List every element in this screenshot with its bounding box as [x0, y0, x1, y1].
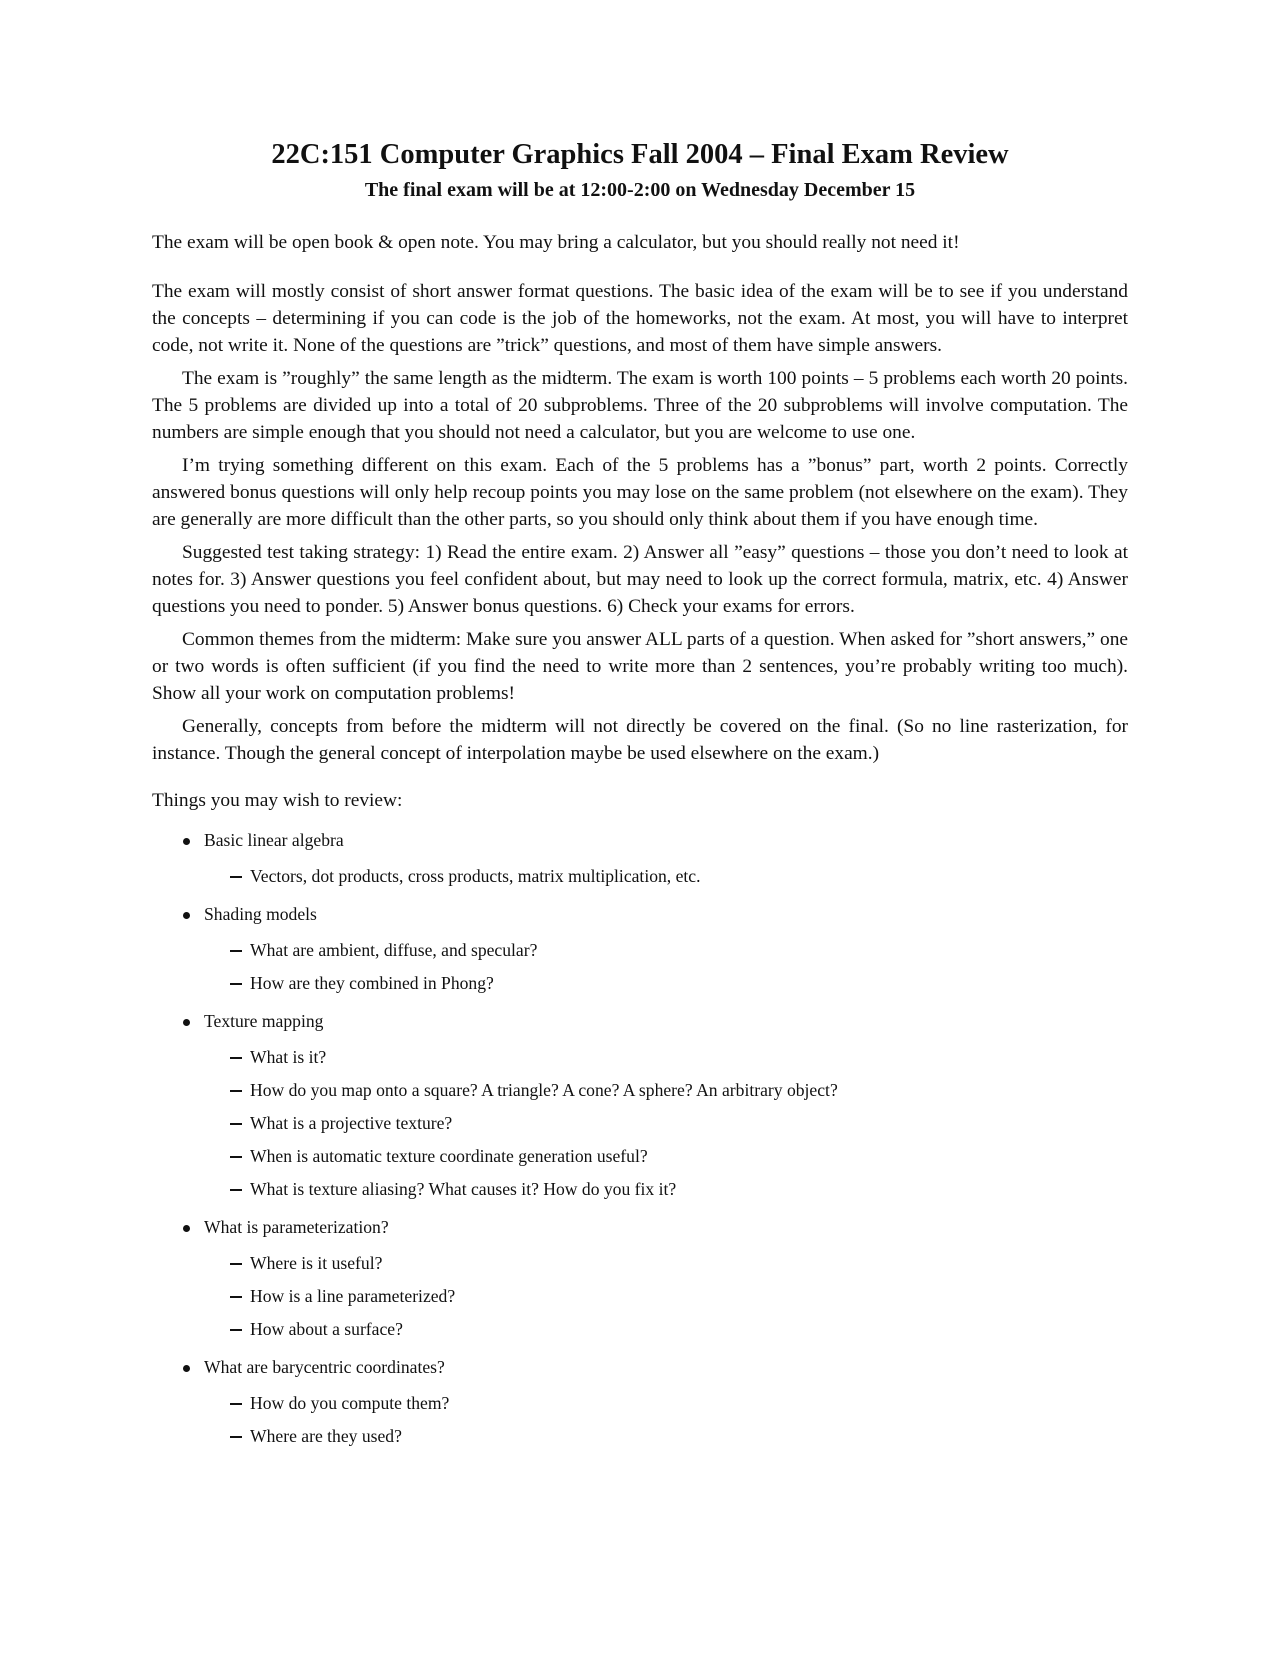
review-topic-list	[152, 829, 1128, 1447]
review-intro: Things you may wish to review:	[152, 790, 403, 811]
subtopic-list	[204, 865, 1128, 887]
document-page	[152, 138, 1128, 1463]
topic-label: Basic linear algebra	[204, 830, 344, 850]
subtopic-item	[204, 1318, 1128, 1340]
paragraph-bonus: I’m trying something different on this exam. Each of the 5 problems has a ”bonus” part, worth 2 points. Correctly answered bonus questions will only help recoup points you may lose on the same problem (not elsewhere on the exam). They are generally are more difficult than the other parts, so you should only think about them if you have enough time.	[152, 455, 1128, 530]
paragraph-strategy: Suggested test taking strategy: 1) Read the entire exam. 2) Answer all ”easy” questions – those you don’t need to look at notes for. 3) Answer questions you feel confident about, but may need to look up the correct formula, matrix, etc. 4) Answer questions you need to ponder. 5) Answer bonus questions. 6) Check your exams for errors.	[152, 542, 1128, 617]
subtopic-item	[204, 1252, 1128, 1274]
dash-icon	[230, 1057, 242, 1059]
subtopic-text: When is automatic texture coordinate generation useful?	[250, 1146, 648, 1166]
subtopic-text: What is it?	[250, 1047, 327, 1067]
paragraph-common-themes: Common themes from the midterm: Make sure you answer ALL parts of a question. When asked for ”short answers,” one or two words is often sufficient (if you find the need to write more than 2 sentences, you’re probably writing too much). Show all your work on computation problems!	[152, 629, 1128, 704]
bullet-icon	[183, 838, 190, 845]
subtopic-text: Vectors, dot products, cross products, matrix multiplication, etc.	[250, 866, 701, 886]
dash-icon	[230, 1263, 242, 1265]
subtopic-item	[204, 972, 1128, 994]
subtopic-list	[204, 1046, 1128, 1200]
subtopic-text: Where is it useful?	[250, 1253, 383, 1273]
dash-icon	[230, 983, 242, 985]
subtopic-item	[204, 1425, 1128, 1447]
bullet-icon	[183, 912, 190, 919]
dash-icon	[230, 1156, 242, 1158]
dash-icon	[230, 1090, 242, 1092]
paragraph-exam-format: The exam will mostly consist of short answer format questions. The basic idea of the exam will be to see if you understand the concepts – determining if you can code is the job of the homeworks, not the exam. At most, you will have to interpret code, not write it. None of the questions are ”trick” questions, and most of them have simple answers.	[152, 281, 1128, 356]
subtopic-text: How do you compute them?	[250, 1393, 450, 1413]
dash-icon	[230, 1123, 242, 1125]
subtopic-item	[204, 1079, 1128, 1101]
subtopic-item	[204, 1112, 1128, 1134]
subtopic-text: How is a line parameterized?	[250, 1286, 456, 1306]
subtopic-text: What is texture aliasing? What causes it? How do you fix it?	[250, 1179, 677, 1199]
paragraph-open-book: The exam will be open book & open note. You may bring a calculator, but you should really not need it!	[152, 232, 960, 253]
subtopic-text: How do you map onto a square? A triangle? A cone? A sphere? An arbitrary object?	[250, 1080, 838, 1100]
dash-icon	[230, 1189, 242, 1191]
subtopic-item	[204, 1392, 1128, 1414]
subtopic-item	[204, 1178, 1128, 1200]
topic-linear-algebra	[152, 829, 1128, 887]
subtopic-list	[204, 1252, 1128, 1340]
dash-icon	[230, 1296, 242, 1298]
dash-icon	[230, 876, 242, 878]
dash-icon	[230, 1436, 242, 1438]
subtopic-text: What are ambient, diffuse, and specular?	[250, 940, 538, 960]
topic-label: Texture mapping	[204, 1011, 324, 1031]
subtopic-text: What is a projective texture?	[250, 1113, 453, 1133]
subtopic-list	[204, 939, 1128, 994]
subtopic-item	[204, 939, 1128, 961]
topic-barycentric	[152, 1356, 1128, 1447]
subtopic-text: How are they combined in Phong?	[250, 973, 494, 993]
document-title: 22C:151 Computer Graphics Fall 2004 – Final Exam Review	[271, 139, 1009, 170]
topic-parameterization	[152, 1216, 1128, 1340]
topic-texture-mapping	[152, 1010, 1128, 1200]
bullet-icon	[183, 1225, 190, 1232]
bullet-icon	[183, 1365, 190, 1372]
topic-label: What are barycentric coordinates?	[204, 1357, 445, 1377]
subtopic-text: Where are they used?	[250, 1426, 402, 1446]
topic-label: What is parameterization?	[204, 1217, 389, 1237]
subtopic-item	[204, 1145, 1128, 1167]
subtopic-list	[204, 1392, 1128, 1447]
bullet-icon	[183, 1019, 190, 1026]
exam-schedule-subtitle: The final exam will be at 12:00-2:00 on Wednesday December 15	[364, 179, 916, 201]
subtopic-item	[204, 865, 1128, 887]
subtopic-item	[204, 1285, 1128, 1307]
dash-icon	[230, 1403, 242, 1405]
paragraph-coverage: Generally, concepts from before the midterm will not directly be covered on the final. (So no line rasterization, for instance. Though the general concept of interpolation maybe be used elsewhere on the exam.)	[152, 716, 1128, 764]
topic-label: Shading models	[204, 904, 317, 924]
dash-icon	[230, 1329, 242, 1331]
subtopic-text: How about a surface?	[250, 1319, 403, 1339]
topic-shading-models	[152, 903, 1128, 994]
subtopic-item	[204, 1046, 1128, 1068]
paragraph-exam-length: The exam is ”roughly” the same length as the midterm. The exam is worth 100 points – 5 problems each worth 20 points. The 5 problems are divided up into a total of 20 subproblems. Three of the 20 subproblems will involve computation. The numbers are simple enough that you should not need a calculator, but you are welcome to use one.	[152, 368, 1128, 443]
dash-icon	[230, 950, 242, 952]
